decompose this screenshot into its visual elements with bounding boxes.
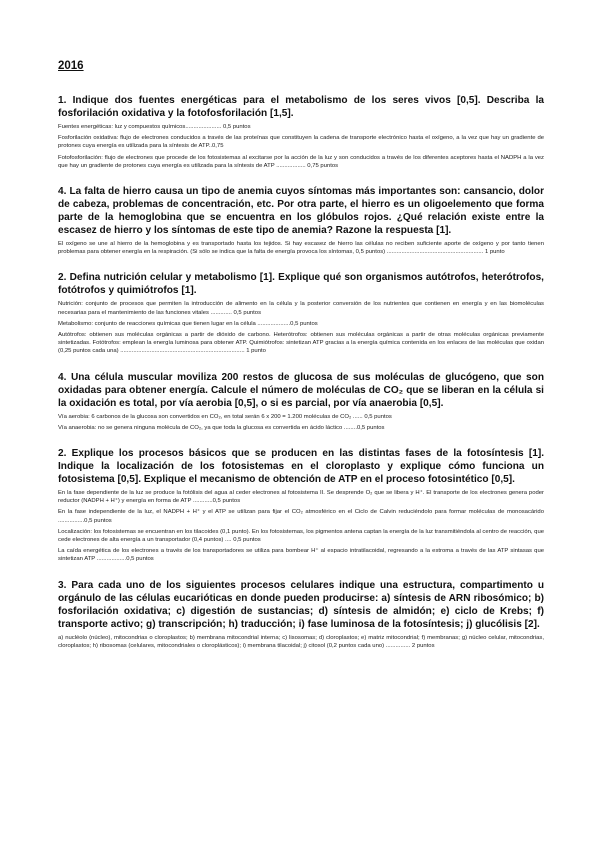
answer-paragraph: Fosforilación oxidativa: flujo de electrones conducidos a través de las proteínas que constituyen la cadena de transporte electrónico hasta el oxígeno, a la vez que hay un gradiente de protones cuya energía es utilizada para la síntesis de ATP..0,75 (58, 135, 544, 150)
answer-paragraph: La caída energética de los electrones a través de los transportadores se utiliza para bombear H⁺ al espacio intratilacoidal, regresando a la estroma a través de las ATP sintasas que sintetizan ATP ..................0,5 puntos (58, 548, 544, 563)
question-title: 4. La falta de hierro causa un tipo de anemia cuyos síntomas más importantes son: cansancio, dolor de cabeza, problemas de concentración, etc. Por otra parte, el hierro es un oligoelemento que forma parte de la hemoglobina que se encuentra en los glóbulos rojos. ¿Qué relación existe entre la escasez de hierro y los síntomas de este tipo de anemia? Razone la respuesta [1]. (58, 186, 544, 237)
question-block (58, 579, 544, 650)
question-title: 1. Indique dos fuentes energéticas para el metabolismo de los seres vivos [0,5]. Describa la fosforilación oxidativa y la fotofosforilación [1,5]. (58, 95, 544, 119)
answer-paragraph: En la fase dependiente de la luz se produce la fotólisis del agua al ceder electrones al fotosistema II. Se desprende O₂ que se libera y H⁺. El transporte de los electrones genera poder reductor (NADPH + H⁺) y energía en forma de ATP ............0,5 puntos (58, 490, 544, 505)
answer-paragraph: Fotofosforilación: flujo de electrones que procede de los fotosistemas al excitarse por la acción de la luz y son conducidos a través de los diferentes aceptores hasta el NADPH a la vez que hay un gradiente de protones cuya energía es utilizada para la síntesis de ATP .................. 0,75 puntos (58, 154, 544, 169)
answer-paragraph: Fuentes energéticas: luz y compuestos químicos...................... 0,5 puntos (58, 124, 251, 130)
answer-paragraph: Localización: los fotosistemas se encuentran en los tilacoides (0,1 punto). En los fotosistemas, los pigmentos antena captan la energía de la luz transmitiéndola al centro de reacción, que cede electrones de alta energía a un transportador (0,4 puntos) .... 0,5 puntos (58, 528, 544, 544)
question-title: 2. Explique los procesos básicos que se producen en las distintas fases de la fotosíntesis [1]. Indique la localización de los fotosistemas en el cloroplasto y explique cómo funciona un fotosistema [0,5]. Explique el mecanismo de obtención de ATP en el proceso fotosintético [0,5]. (58, 448, 544, 486)
answer-paragraph: Vía aerobia: 6 carbonos de la glucosa son convertidos en CO₂, en total serán 6 x 200 = 1.200 moléculas de CO₂ ...... 0,5 puntos (58, 413, 392, 420)
answer-paragraph: El oxígeno se une al hierro de la hemoglobina y es transportado hasta los tejidos. Si hay escasez de hierro las células no reciben suficiente aporte de oxígeno y por tanto tienen problemas para obtener energía en la respiración. (Si sólo se indica que la falta de energía provoca los síntomas, 0,5 puntos) ........................................................... 1 punto (58, 241, 544, 256)
question-title: 4. Una célula muscular moviliza 200 restos de glucosa de sus moléculas de glucógeno, que son oxidadas para obtener energía. Calcule el número de moléculas de CO₂ que se liberan en la célula si la oxidación es total, por vía aerobia [0,5], o si es parcial, por vía anaerobia [0,5]. (58, 371, 544, 409)
answer-paragraph: Vía anaerobia: no se genera ninguna molécula de CO₂, ya que toda la glucosa es convertida en ácido láctico ........0,5 puntos (58, 424, 385, 431)
question-title: 3. Para cada uno de los siguientes procesos celulares indique una estructura, compartimento u orgánulo de las células eucarióticas en donde pueden producirse: a) síntesis de ARN ribosómico; b) fosforilación oxidativa; c) digestión de sustancias; d) síntesis de almidón; e) ciclo de Krebs; f) transporte activo; g) transcripción; h) traducción; i) fase luminosa de la fotosíntesis; j) glucólisis [2]. (58, 579, 544, 630)
answer-paragraph: Autótrofos: obtienen sus moléculas orgánicas a partir de dióxido de carbono. Heterótrofos: obtienen sus moléculas orgánicas a partir de otras moléculas orgánicas previamente sintetizadas. Fotótrofos: emplean la energía luminosa para obtener ATP. Quimiótrofos: sintetizan ATP gracias a la energía química contenida en los enlaces de las moléculas que oxidan (0,25 puntos cada una) ............................................................................ 1 punto (58, 332, 544, 355)
question-block (58, 94, 544, 170)
answer-paragraph: En la fase independiente de la luz, el NADPH + H⁺ y el ATP se utilizan para fijar el CO₂ atmosférico en el Ciclo de Calvin reduciéndolo para formar moléculas de monosacárido ................0,5 puntos (58, 509, 544, 524)
answer-paragraph: a) nucléolo (núcleo), mitocondrias o cloroplastos; b) membrana mitocondrial interna; c) lisosomas; d) cloroplastos; e) matriz mitocondrial; f) membranas; g) núcleo celular, mitocondrias, cloroplastos; h) ribosomas (celulares, mitocondriales o cloroplásticos); i) membrana tilacoidal; j) citosol (0,2 puntos cada uno) ............... 2 puntos (58, 634, 544, 649)
question-title: 2. Defina nutrición celular y metabolismo [1]. Explique qué son organismos autótrofos, heterótrofos, fotótrofos y quimiótrofos [1]. (58, 272, 544, 297)
question-block (58, 371, 544, 432)
question-block (58, 447, 544, 564)
document-year: 2016 (58, 60, 84, 72)
question-block (58, 185, 544, 256)
question-block (58, 271, 544, 355)
answer-paragraph: Metabolismo: conjunto de reacciones químicas que tienen lugar en la célula ....................0,5 puntos (58, 320, 318, 327)
answer-paragraph: Nutrición: conjunto de procesos que permiten la introducción de alimento en la célula y la posterior conversión de los nutrientes que contienen en energía y en las biomoléculas necesarias para el mantenimiento de las funciones vitales ............. 0,5 puntos (58, 301, 544, 316)
